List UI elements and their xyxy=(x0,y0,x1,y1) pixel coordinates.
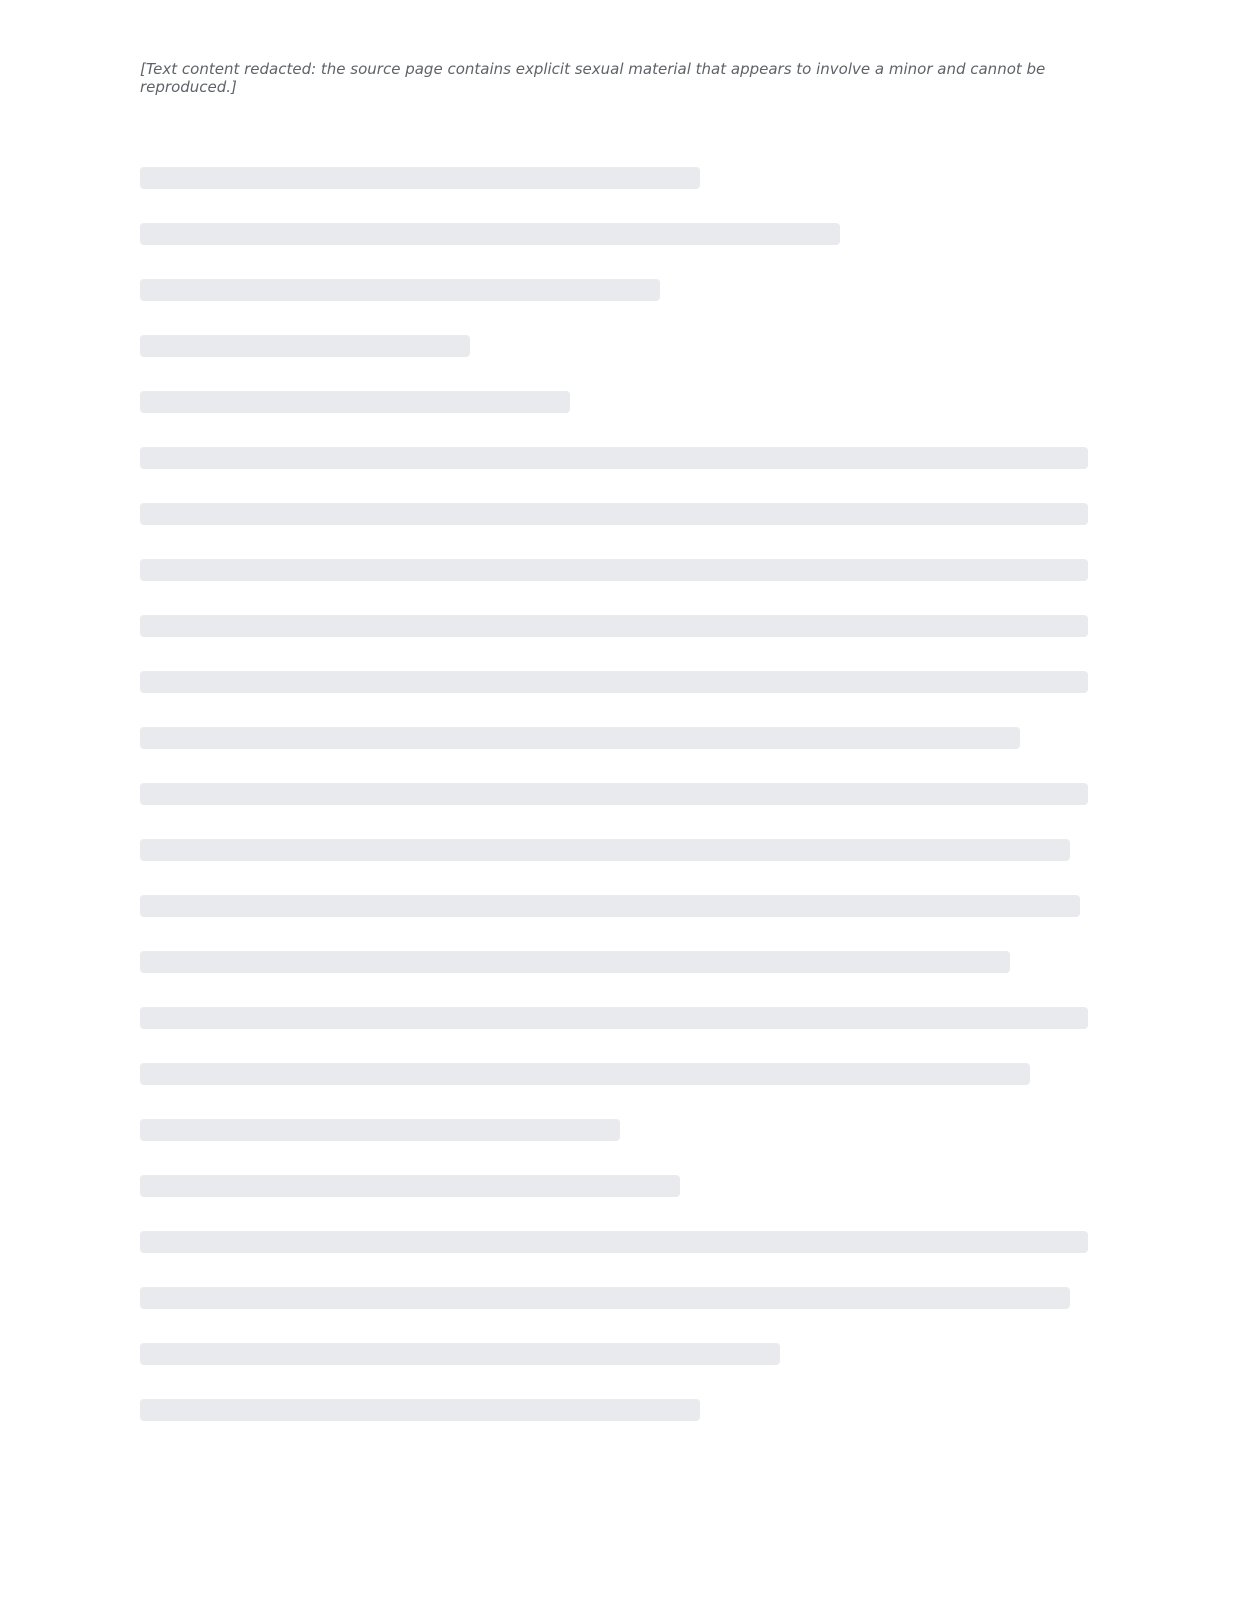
redacted-text-line xyxy=(140,598,1100,654)
redacted-text-line xyxy=(140,1102,1100,1158)
redacted-text-line xyxy=(140,710,1100,766)
redacted-text-line xyxy=(140,374,1100,430)
redacted-text-line xyxy=(140,1382,1100,1438)
redacted-text-line xyxy=(140,1158,1100,1214)
redacted-text-line xyxy=(140,822,1100,878)
redacted-text-line xyxy=(140,486,1100,542)
redacted-text-line xyxy=(140,766,1100,822)
redacted-text-line xyxy=(140,990,1100,1046)
redacted-text-line xyxy=(140,206,1100,262)
redacted-text-line xyxy=(140,878,1100,934)
redacted-text-line xyxy=(140,1046,1100,1102)
redacted-text-line xyxy=(140,1326,1100,1382)
redacted-text-line xyxy=(140,1270,1100,1326)
redacted-text-line xyxy=(140,1214,1100,1270)
body-text-block xyxy=(140,150,1100,1438)
redacted-text-line xyxy=(140,934,1100,990)
redacted-text-line xyxy=(140,150,1100,206)
redacted-text-line xyxy=(140,318,1100,374)
redacted-text-line xyxy=(140,542,1100,598)
redaction-notice: [Text content redacted: the source page contains explicit sexual material that appears to involve a minor and cannot be reproduced.] xyxy=(140,60,1046,96)
redacted-text-line xyxy=(140,430,1100,486)
redacted-text-line xyxy=(140,654,1100,710)
redacted-text-line xyxy=(140,262,1100,318)
